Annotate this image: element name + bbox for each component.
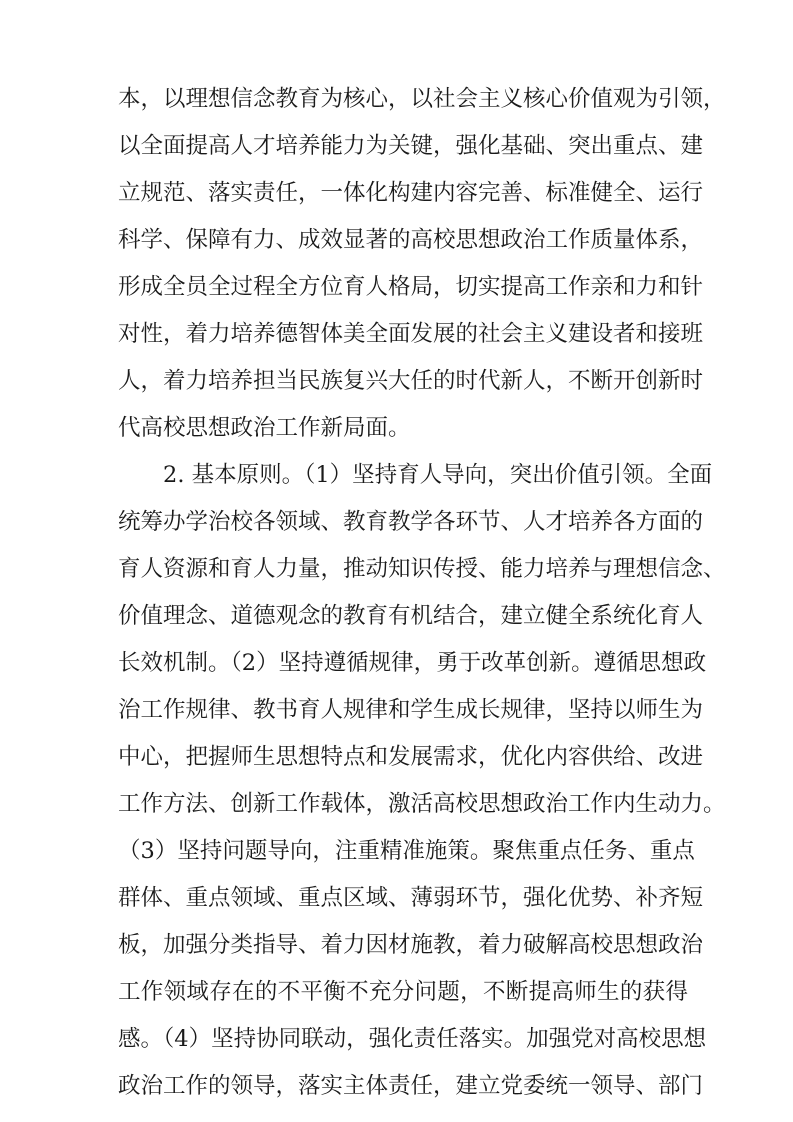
paragraph-line: 科学、保障有力、成效显著的高校思想政治工作质量体系， bbox=[118, 227, 704, 253]
paragraph-line: 中心，把握师生思想特点和发展需求，优化内容供给、改进 bbox=[118, 744, 704, 770]
paragraph-line: （3）坚持问题导向，注重精准施策。聚焦重点任务、重点 bbox=[118, 838, 695, 864]
paragraph-line: 政治工作的领导，落实主体责任，建立党委统一领导、部门 bbox=[118, 1073, 704, 1099]
paragraph-line: 2. 基本原则。（1）坚持育人导向，突出价值引领。全面 bbox=[163, 462, 713, 488]
paragraph-line: 对性，着力培养德智体美全面发展的社会主义建设者和接班 bbox=[118, 321, 704, 347]
paragraph-line: 育人资源和育人力量，推动知识传授、能力培养与理想信念、 bbox=[118, 556, 726, 582]
paragraph-line: 价值理念、道德观念的教育有机结合，建立健全系统化育人 bbox=[118, 603, 704, 629]
paragraph-line: 群体、重点领域、重点区域、薄弱环节，强化优势、补齐短 bbox=[118, 885, 704, 911]
paragraph-line: 以全面提高人才培养能力为关键，强化基础、突出重点、建 bbox=[118, 133, 704, 159]
paragraph-line: 感。（4）坚持协同联动，强化责任落实。加强党对高校思想 bbox=[118, 1026, 707, 1052]
paragraph-line: 人，着力培养担当民族复兴大任的时代新人，不断开创新时 bbox=[118, 368, 704, 394]
paragraph-line: 统筹办学治校各领域、教育教学各环节、人才培养各方面的 bbox=[118, 509, 704, 535]
paragraph-line: 形成全员全过程全方位育人格局，切实提高工作亲和力和针 bbox=[118, 274, 704, 300]
paragraph-line: 板，加强分类指导、着力因材施教，着力破解高校思想政治 bbox=[118, 932, 704, 958]
paragraph-line: 代高校思想政治工作新局面。 bbox=[118, 415, 411, 441]
paragraph-line: 长效机制。（2）坚持遵循规律，勇于改革创新。遵循思想政 bbox=[118, 650, 707, 676]
paragraph-line: 工作领域存在的不平衡不充分问题，不断提高师生的获得 bbox=[118, 979, 688, 1005]
paragraph-line: 本，以理想信念教育为核心，以社会主义核心价值观为引领， bbox=[118, 86, 726, 112]
paragraph-line: 工作方法、创新工作载体，激活高校思想政治工作内生动力。 bbox=[118, 791, 726, 817]
paragraph-line: 治工作规律、教书育人规律和学生成长规律，坚持以师生为 bbox=[118, 697, 704, 723]
paragraph-line: 立规范、落实责任，一体化构建内容完善、标准健全、运行 bbox=[118, 180, 704, 206]
